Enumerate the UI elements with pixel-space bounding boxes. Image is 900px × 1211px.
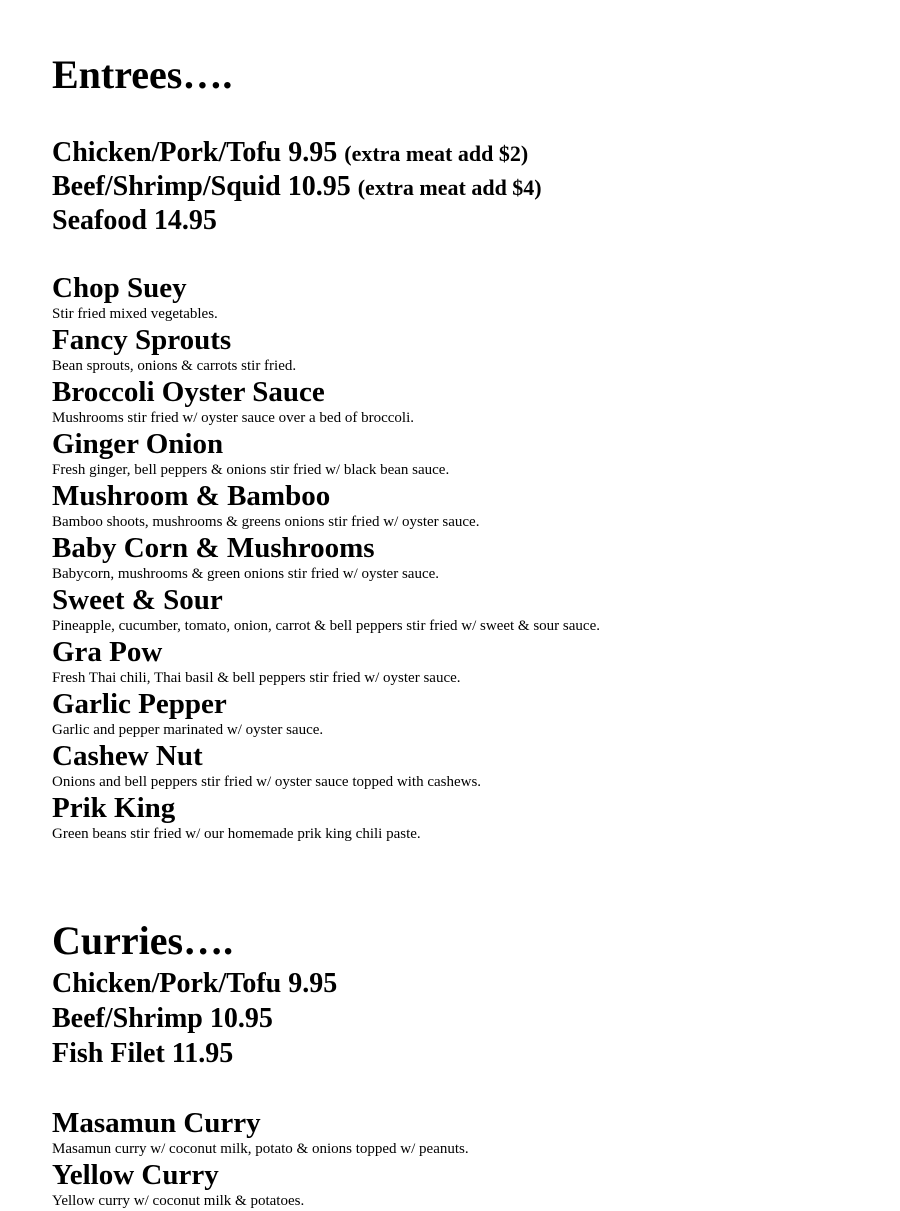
item-description: Pineapple, cucumber, tomato, onion, carrot & bell peppers stir fried w/ sweet & sour sauce. [52,618,600,634]
curries-price-list [52,966,337,1071]
item-name: Fancy Sprouts [52,324,232,356]
entrees-title: Entrees…. [52,52,233,97]
curries-title: Curries…. [52,918,234,963]
price-text: Beef/Shrimp/Squid 10.95 [52,171,351,202]
item-name: Broccoli Oyster Sauce [52,376,325,408]
menu-item [52,480,600,532]
item-name: Prik King [52,792,176,824]
item-name: Yellow Curry [52,1159,219,1191]
menu-item [52,1107,469,1159]
menu-item [52,376,600,428]
price-line [52,136,542,170]
price-note: (extra meat add $4) [357,175,542,200]
entrees-item-list [52,272,600,844]
menu-item [52,584,600,636]
item-name: Gra Pow [52,636,163,668]
item-name: Chop Suey [52,272,187,304]
menu-item [52,792,600,844]
menu-item [52,272,600,324]
item-description: Green beans stir fried w/ our homemade prik king chili paste. [52,826,421,842]
item-description: Fresh Thai chili, Thai basil & bell peppers stir fried w/ oyster sauce. [52,670,461,686]
menu-item [52,688,600,740]
menu-item [52,324,600,376]
item-name: Masamun Curry [52,1107,261,1139]
item-description: Garlic and pepper marinated w/ oyster sauce. [52,722,324,738]
price-note: (extra meat add $2) [344,141,529,166]
entrees-price-list [52,136,542,237]
item-description: Yellow curry w/ coconut milk & potatoes. [52,1193,305,1209]
item-description: Stir fried mixed vegetables. [52,306,218,322]
item-name: Mushroom & Bamboo [52,480,331,512]
menu-item [52,532,600,584]
item-description: Mushrooms stir fried w/ oyster sauce over a bed of broccoli. [52,410,414,426]
price-line [52,170,542,204]
item-description: Fresh ginger, bell peppers & onions stir fried w/ black bean sauce. [52,462,450,478]
price-line [52,204,542,237]
menu-item [52,740,600,792]
item-description: Masamun curry w/ coconut milk, potato & onions topped w/ peanuts. [52,1141,469,1157]
item-description: Onions and bell peppers stir fried w/ oyster sauce topped with cashews. [52,774,482,790]
price-line: Beef/Shrimp 10.95 [52,1003,273,1034]
menu-item [52,636,600,688]
item-name: Baby Corn & Mushrooms [52,532,375,564]
item-description: Babycorn, mushrooms & green onions stir fried w/ oyster sauce. [52,566,440,582]
item-description: Bean sprouts, onions & carrots stir fried. [52,358,297,374]
item-name: Garlic Pepper [52,688,227,720]
price-line: Chicken/Pork/Tofu 9.95 [52,968,338,999]
price-line: Fish Filet 11.95 [52,1038,234,1069]
menu-item [52,428,600,480]
item-name: Ginger Onion [52,428,224,460]
item-name: Sweet & Sour [52,584,223,616]
item-description: Bamboo shoots, mushrooms & greens onions stir fried w/ oyster sauce. [52,514,480,530]
price-text: Seafood 14.95 [52,205,217,236]
menu-item [52,1159,469,1211]
item-name: Cashew Nut [52,740,203,772]
curries-item-list [52,1107,469,1211]
price-text: Chicken/Pork/Tofu 9.95 [52,137,338,168]
